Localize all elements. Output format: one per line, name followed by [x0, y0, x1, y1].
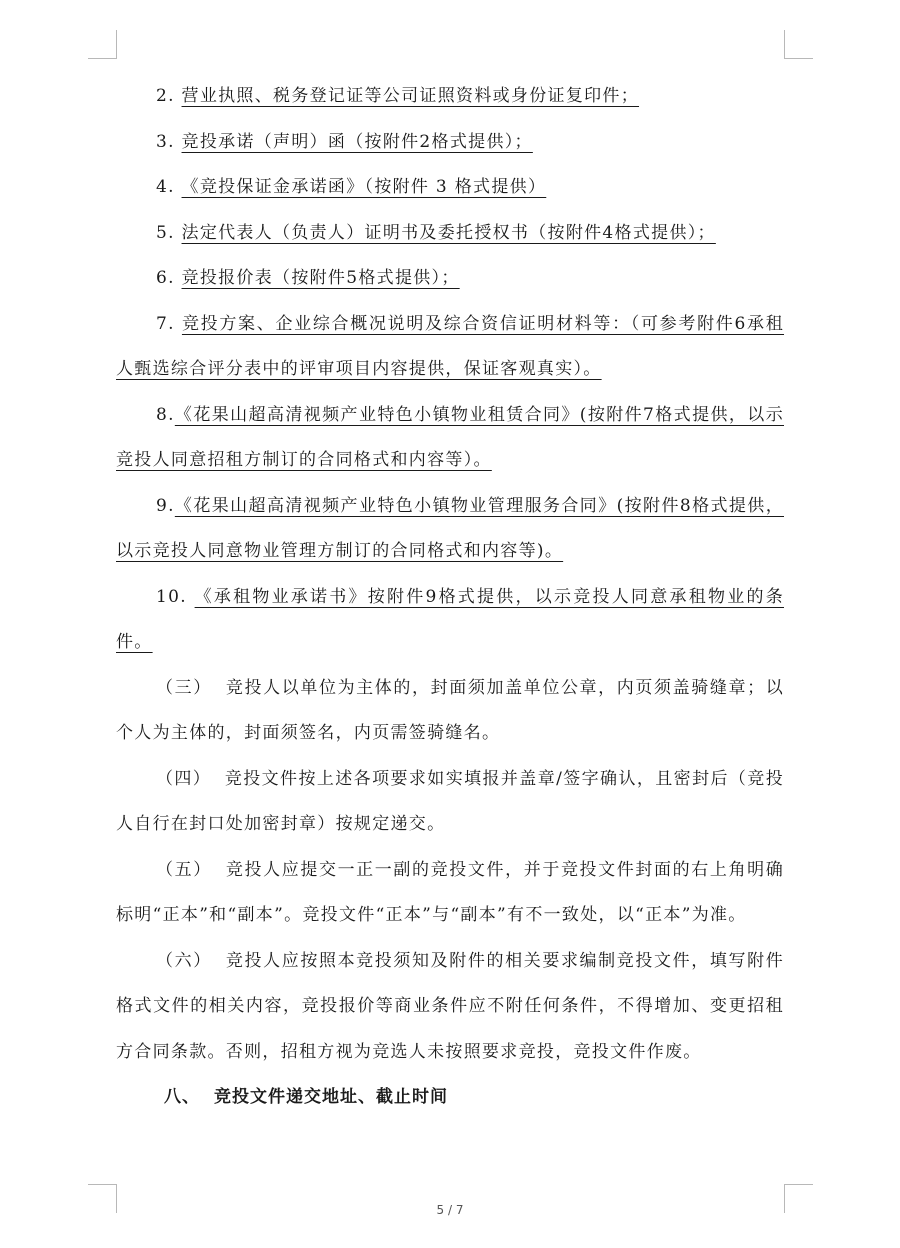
item-text: 《花果山超高清视频产业特色小镇物业管理服务合同》(按附件8格式提供，以示竞投人同意物业管理方制订的合同格式和内容等)。 [116, 495, 784, 561]
section-title: 竞投文件递交地址、截止时间 [214, 1087, 448, 1107]
clause-number: （三） [156, 677, 212, 698]
item-number: 3. [156, 131, 182, 152]
item-number: 8. [156, 404, 175, 425]
item-number: 7. [156, 313, 182, 334]
list-item [116, 211, 784, 257]
clause-text: 竞投人应提交一正一副的竞投文件，并于竞投文件封面的右上角明确标明“正本”和“副本”。竞投文件“正本”与“副本”有不一致处，以“正本”为准。 [116, 859, 784, 925]
item-text: 《花果山超高清视频产业特色小镇物业租赁合同》(按附件7格式提供，以示竞投人同意招租方制订的合同格式和内容等）。 [116, 404, 784, 470]
clause-text: 竞投人应按照本竞投须知及附件的相关要求编制竞投文件，填写附件格式文件的相关内容，竞投报价等商业条件应不附任何条件，不得增加、变更招租方合同条款。否则，招租方视为竞选人未按照要求竞投，竞投文件作废。 [116, 950, 784, 1062]
item-text: 《竞投保证金承诺函》（按附件 3 格式提供） [181, 177, 547, 197]
clause-paragraph [116, 939, 784, 1076]
clause-paragraph [116, 848, 784, 939]
clause-text: 竞投人以单位为主体的，封面须加盖单位公章，内页须盖骑缝章；以个人为主体的，封面须签名，内页需签骑缝名。 [116, 677, 784, 743]
list-item [116, 74, 784, 120]
clause-number: （六） [156, 950, 212, 971]
item-number: 4. [156, 177, 182, 197]
item-number: 9. [156, 495, 175, 516]
item-text: 竞投方案、企业综合概况说明及综合资信证明材料等：（可参考附件6承租人甄选综合评分表中的评审项目内容提供，保证客观真实）。 [116, 313, 785, 379]
item-number: 10. [156, 586, 195, 607]
clause-number: （五） [156, 859, 212, 880]
document-body [116, 74, 784, 1121]
list-item [116, 393, 784, 484]
item-text: 《承租物业承诺书》按附件9格式提供，以示竞投人同意承租物业的条件。 [116, 586, 784, 652]
clause-paragraph [116, 666, 784, 757]
section-heading [116, 1075, 784, 1121]
list-item [116, 575, 784, 666]
crop-mark-top-right [784, 30, 813, 59]
list-item [116, 302, 784, 393]
clause-text: 竞投文件按上述各项要求如实填报并盖章/签字确认，且密封后（竞投人自行在封口处加密封章）按规定递交。 [116, 768, 784, 834]
item-text: 竞投承诺（声明）函（按附件2格式提供）； [181, 131, 533, 152]
page-number: 5 / 7 [436, 1203, 464, 1217]
item-number: 5. [156, 222, 182, 243]
item-text: 营业执照、税务登记证等公司证照资料或身份证复印件； [181, 86, 640, 106]
clause-paragraph [116, 757, 784, 848]
item-number: 2. [156, 86, 182, 106]
item-text: 法定代表人（负责人）证明书及委托授权书（按附件4格式提供）； [181, 222, 716, 243]
section-number: 八、 [164, 1087, 200, 1107]
list-item [116, 484, 784, 575]
list-item [116, 165, 784, 211]
item-number: 6. [156, 268, 182, 288]
item-text: 竞投报价表（按附件5格式提供）； [181, 268, 460, 288]
list-item [116, 256, 784, 302]
clause-number: （四） [156, 768, 212, 789]
crop-mark-top-left [88, 30, 117, 59]
list-item [116, 120, 784, 166]
